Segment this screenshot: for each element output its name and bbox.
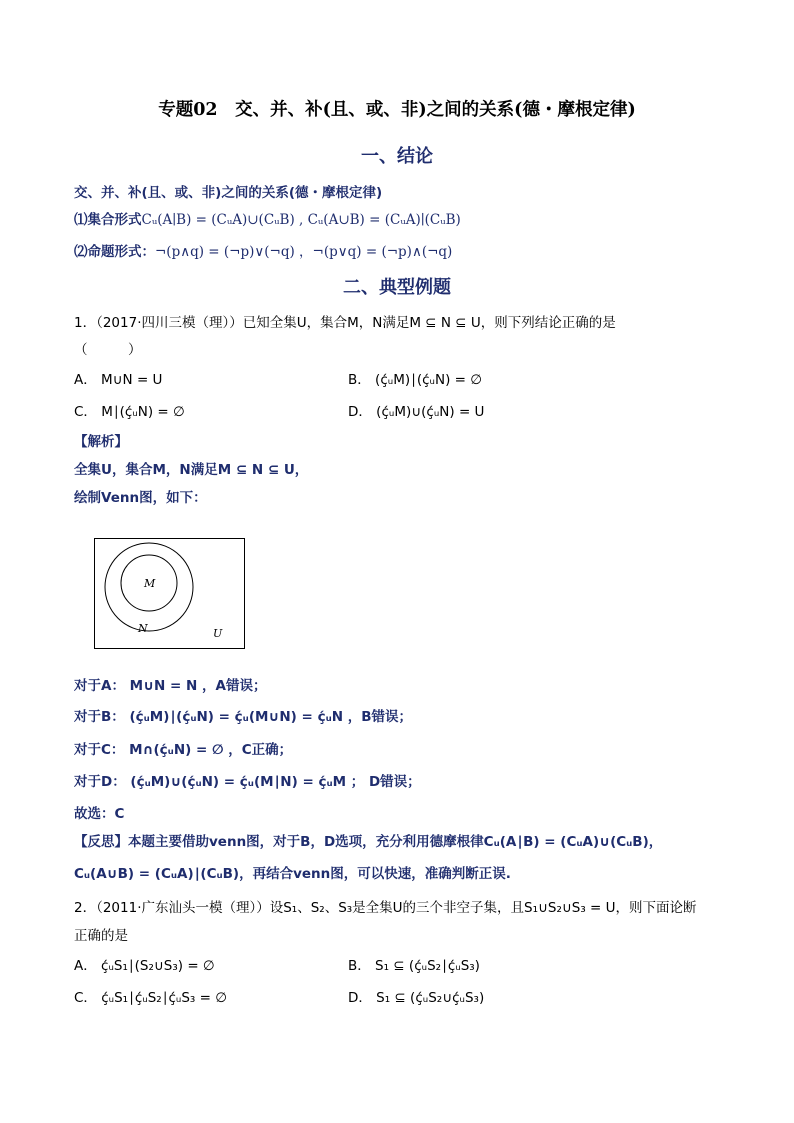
conclusion-line-2-formula: ¬(p∧q) = (¬p)∨(¬q) ，¬(p∨q) = (¬p)∧(¬q) — [155, 244, 453, 260]
solution-option-d: 对于D： (ḉᵤM)∪(ḉᵤN) = ḉᵤ(M∣N) = ḉᵤM ； D错误； — [74, 774, 421, 790]
solution-option-b: 对于B： (ḉᵤM)∣(ḉᵤN) = ḉᵤ(M∪N) = ḉᵤN ，B错误； — [74, 709, 413, 725]
conclusion-line-1 — [74, 208, 461, 228]
question-1-stem: 1．（2017·四川三模（理））已知全集U，集合M，N满足M ⊆ N ⊆ U，则下列结论正确的是 — [74, 315, 616, 331]
question-2-stem: 2．（2011·广东汕头一模（理））设S₁、S₂、S₃是全集U的三个非空子集，且S₁∪S₂∪S₃ = U，则下面论断 — [74, 900, 697, 916]
solution-choice: 故选：C — [74, 806, 125, 822]
section-heading-examples: 二、典型例题 — [343, 277, 451, 298]
question-1-blank: （ ） — [74, 342, 142, 358]
question-2-option-c: C． ḉᵤS₁∣ḉᵤS₂∣ḉᵤS₃ = ∅ — [74, 990, 227, 1006]
reflection-line-1: 【反思】本题主要借助venn图，对于B，D选项，充分利用德摩根律Cᵤ(A∣B) = (CᵤA)∪(CᵤB)， — [74, 834, 663, 850]
conclusion-heading: 交、并、补(且、或、非)之间的关系(德・摩根定律) — [74, 185, 383, 201]
reflection-line-2: Cᵤ(A∪B) = (CᵤA)∣(CᵤB)，再结合venn图，可以快速，准确判断正误. — [74, 866, 511, 882]
venn-diagram — [94, 538, 245, 649]
question-1-option-a: A． M∪N = U — [74, 372, 163, 388]
venn-label-n: N — [138, 622, 148, 635]
conclusion-line-1-label: ⑴集合形式 — [74, 212, 142, 228]
question-1-option-c: C． M∣(ḉᵤN) = ∅ — [74, 404, 185, 420]
solution-tag: 【解析】 — [74, 434, 128, 450]
solution-line-1: 全集U，集合M，N满足M ⊆ N ⊆ U， — [74, 462, 309, 478]
solution-option-c: 对于C： M∩(ḉᵤN) = ∅ ，C正确； — [74, 742, 293, 758]
question-2-option-b: B． S₁ ⊆ (ḉᵤS₂∣ḉᵤS₃) — [348, 958, 480, 974]
conclusion-line-2 — [74, 240, 452, 260]
section-heading-conclusion: 一、结论 — [361, 146, 433, 167]
conclusion-line-1-formula: Cᵤ(A∣B) = (CᵤA)∪(CᵤB) , Cᵤ(A∪B) = (CᵤA)∣(CᵤB) — [141, 212, 461, 228]
solution-option-a: 对于A： M∪N = N ，A错误； — [74, 678, 267, 694]
question-1-option-b: B． (ḉᵤM)∣(ḉᵤN) = ∅ — [348, 372, 483, 388]
solution-line-2: 绘制Venn图，如下： — [74, 490, 207, 506]
question-2-option-a: A． ḉᵤS₁∣(S₂∪S₃) = ∅ — [74, 958, 215, 974]
conclusion-line-2-label: ⑵命题形式： — [74, 244, 155, 260]
page-title: 专题02 交、并、补(且、或、非)之间的关系(德・摩根定律) — [158, 100, 636, 120]
question-1-option-d: D． (ḉᵤM)∪(ḉᵤN) = U — [348, 404, 485, 420]
venn-label-u: U — [213, 627, 223, 640]
venn-label-m: M — [144, 577, 156, 590]
question-2-stem-cont: 正确的是 — [74, 928, 128, 944]
question-2-option-d: D． S₁ ⊆ (ḉᵤS₂∪ḉᵤS₃) — [348, 990, 485, 1006]
